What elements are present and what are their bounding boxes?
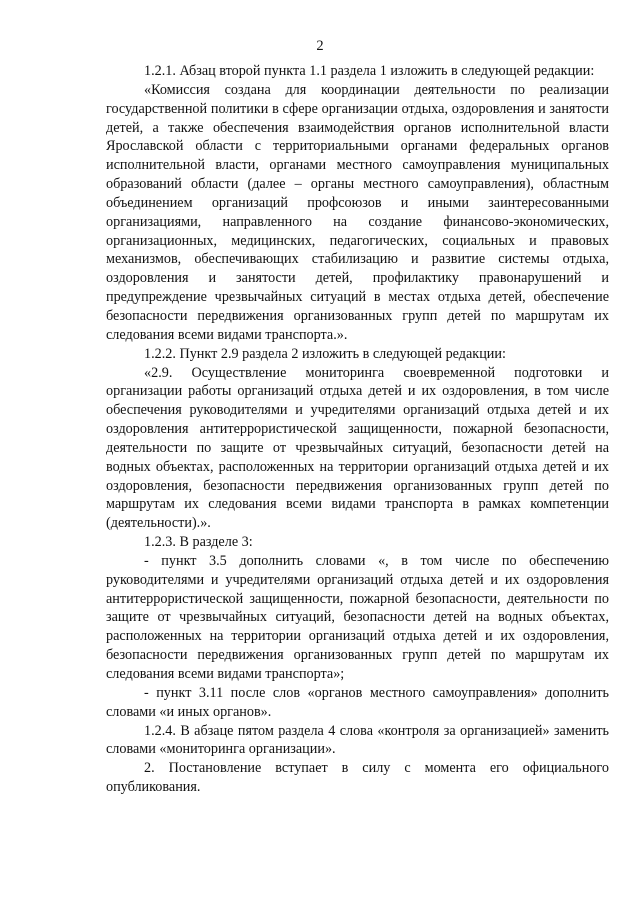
paragraph-1-2-4: 1.2.4. В абзаце пятом раздела 4 слова «контроля за организацией» заменить словами «мониторинга организации». [106, 722, 609, 758]
paragraph-2-effective: 2. Постановление вступает в силу с момента его официального опубликования. [106, 760, 609, 796]
page-number: 2 [316, 38, 324, 54]
paragraph-item-3-11: - пункт 3.11 после слов «органов местного самоуправления» дополнить словами «и иных органов». [106, 684, 609, 720]
paragraph-commission-quote: «Комиссия создана для координации деятельности по реализации государственной политики в сфере организации отдыха, оздоровления и занятости детей, а также обеспечения взаимодействия органов исполнительной власти Ярославской области с территориальными органами федеральных органов исполнительной власти, органами местного самоуправления муниципальных образований области (далее – органы местного самоуправления), областным объединением организаций профсоюзов и иными заинтересованными организациями, направленного на создание финансово-экономических, организационных, медицинских, педагогических, социальных и правовых механизмов, обеспечивающих стабилизацию и развитие системы отдыха, оздоровления и занятости детей, профилактику правонарушений и предупреждение чрезвычайных ситуаций в местах отдыха детей, обеспечение безопасности передвижения организованных групп детей по маршрутам их следования всеми видами транспорта.». [106, 81, 609, 343]
paragraph-2-9-quote: «2.9. Осуществление мониторинга своевременной подготовки и организации работы организаций отдыха детей и их оздоровления, в том числе обеспечения руководителями и учредителями организаций отдыха детей и их оздоровления антитеррористической защищенности, пожарной безопасности, деятельности по защите от чрезвычайных ситуаций, безопасности детей на водных объектах, расположенных на территории организаций отдыха детей и их оздоровления, безопасности передвижения организованных групп детей по маршрутам их следования всеми видами транспорта в рамках компетенции (деятельности).». [106, 364, 609, 532]
paragraph-item-3-5: - пункт 3.5 дополнить словами «, в том числе по обеспечению руководителями и учредителями организаций отдыха детей и их оздоровления антитеррористической защищенности, пожарной безопасности, деятельности по защите от чрезвычайных ситуаций, безопасности детей на водных объектах, расположенных на территории организаций отдыха детей и их оздоровления, безопасности передвижения организованных групп детей по маршрутам их следования всеми видами транспорта»; [106, 552, 609, 682]
paragraph-1-2-2: 1.2.2. Пункт 2.9 раздела 2 изложить в следующей редакции: [144, 345, 506, 362]
paragraph-1-2-3: 1.2.3. В разделе 3: [144, 534, 253, 551]
paragraph-1-2-1: 1.2.1. Абзац второй пункта 1.1 раздела 1 изложить в следующей редакции: [144, 63, 595, 79]
document-body [106, 62, 609, 797]
